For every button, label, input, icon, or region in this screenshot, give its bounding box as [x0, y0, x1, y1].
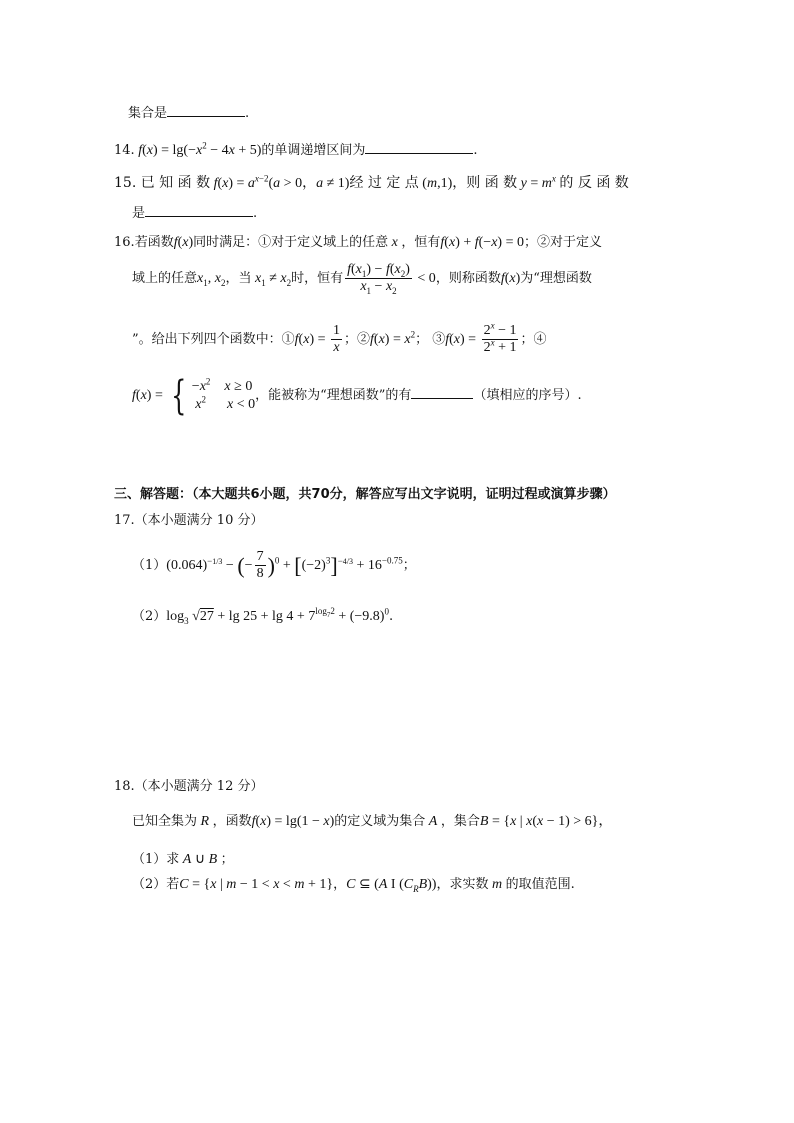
answer-blank [167, 104, 245, 117]
math-expr: $f(x) = a^{x-2}(a > 0$，a ≠ 1) [213, 173, 350, 191]
answer-blank [411, 386, 473, 399]
question-17-part2: $(2)\log_3$ $√27 + \lg 25 + \lg 4 + 7^{log_72} + (-9.8)^0$. [132, 606, 394, 626]
math-expr: $y = m^x$ [520, 173, 556, 191]
fraction: $\frac{7}{8}$ [256, 549, 264, 582]
question-16-line1: 16.若函数f(x)同时满足：①对于定义域上的任意 x ，恒有f(x) + f(−x) = 0；②对于定义 [114, 235, 602, 250]
fraction: $\frac{1}{x}$ [333, 323, 340, 355]
question-18-line1: 已知全集为 R ，函数f(x) = lg(1 − x)的定义域为集合 A ，集合B = {x | x(x − 1) > 6}， [132, 814, 613, 829]
fraction: $\frac{f(x_1) - f(x_2)}{x_1 - x_2}$ [347, 262, 410, 296]
piecewise-cases: $-x^2$ x ≥ 0 $x^2$ x < 0 [191, 375, 256, 412]
question-18-part2: （2）若C = {x | m − 1 < x < m + 1}，C ⊆ (A I $(C_RB)$)，求实数 m 的取值范围. [132, 877, 575, 894]
question-16-line4: f(x) = { $-x^2$ x ≥ 0 $x^2$ x < 0 ，能被称为“理想函数”的有 （填相应的序号）. [132, 372, 582, 419]
question-18-part1: （1）求 A ∪ B ； [132, 852, 234, 867]
question-16-line2: 域上的任意$x_1$, $x_2$，当 $x_1 \ne x_2$时，恒有 $\frac{f(x_1) - f(x_2)}{x_1 - x_2}$ < 0，则称函数f(x)为“理想函数 [132, 262, 592, 296]
left-brace: { [171, 372, 187, 419]
question-17-part1: $(1)(0.064)^{-1/3}$ − (− $\frac{7}{8}$ )$^0 + [(-2)^3]^{-4/3} + 16^{-0.75}$； [132, 549, 416, 582]
question-14: 14. $f(x) = \lg(-x^2 - 4x + 5)$的单调递增区间为 . [114, 140, 478, 158]
math-expr: (m,1) [418, 176, 453, 191]
answer-blank [365, 141, 473, 154]
answer-blank [145, 204, 253, 217]
question-15: 15. 已 知 函 数 $f(x) = a^{x-2}(a > 0$，a ≠ 1)经 过 定 点 (m,1)，则 函 数 $y = m^x$ 的 反 函 数 [114, 173, 629, 191]
question-17-header: 17.（本小题满分 10 分） [114, 513, 264, 528]
question-18-header: 18.（本小题满分 12 分） [114, 779, 264, 794]
math-expr: $f(x) = \lg(-x^2 - 4x + 5)$ [138, 140, 262, 158]
fraction: $\frac{2^x - 1}{2^x + 1}$ [483, 320, 517, 355]
question-15-cont: 是 . [132, 206, 258, 221]
section-heading: 三、解答题：（本大题共6小题，共70分，解答应写出文字说明，证明过程或演算步骤） [114, 487, 616, 502]
question-16-line3: ”。给出下列四个函数中：①f(x) = $\frac{1}{x}$ ；②f(x) = $x^2$； ③f(x) = $\frac{2^x - 1}{2^x + 1}$ ；④ [132, 320, 547, 355]
q13-tail: 集合是 . [128, 106, 250, 121]
